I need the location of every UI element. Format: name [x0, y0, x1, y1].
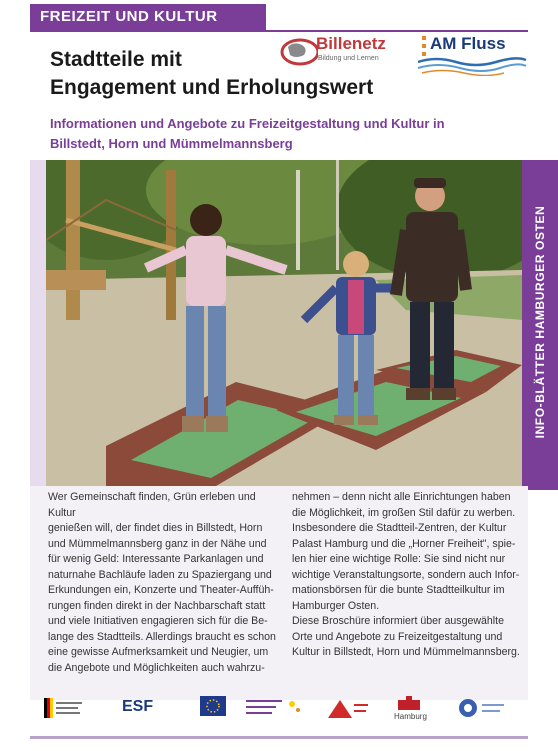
- body-line: wichtige Veranstaltungsorte, sondern auch Infor-: [292, 568, 520, 581]
- billenetz-tagline: Bildung und Lernen: [318, 55, 379, 62]
- body-line: genießen will, der findet dies in Billstedt, Horn: [48, 522, 263, 534]
- hamburg-castle-icon: [394, 696, 424, 710]
- body-line: mationsbörsen für die bunte Stadtteilkultur im: [292, 584, 505, 596]
- body-line: und Mümmelmannsberg ganz in der Nähe und: [48, 537, 267, 550]
- left-accent-band: [30, 160, 46, 488]
- body-line: eine gewisse Aufmerksamkeit und Neugier, um: [48, 646, 269, 658]
- body-line: Hamburger Osten.: [292, 599, 380, 612]
- page-subtitle: [50, 114, 490, 154]
- body-line: Palast Hamburg und die „Horner Freiheit", spie-: [292, 537, 516, 550]
- body-line: und viele Initiativen engagieren sich für die Be-: [48, 615, 268, 627]
- federal-eagle-logo-icon: [44, 696, 84, 720]
- partner-logo-icon: [458, 696, 508, 722]
- body-line: lange des Stadtteils. Allerdings braucht es schon: [48, 630, 276, 643]
- billenetz-logo: [278, 33, 402, 71]
- amfluss-name: AM Fluss: [430, 34, 506, 53]
- eu-flag-icon: [200, 696, 226, 716]
- sponsor-logos: [30, 692, 528, 732]
- body-line: naturnahe Bachläufe laden zu Spaziergang und: [48, 568, 272, 581]
- title-line-1: Stadtteile mit: [50, 48, 182, 71]
- esf-label: ESF: [122, 698, 154, 715]
- body-line: die Angebote und Möglichkeiten auch wahrzu-: [48, 661, 265, 674]
- body-line: Diese Broschüre informiert über ausgewählte: [292, 615, 504, 627]
- body-line: Orte und Angebote zu Freizeitgestaltung und: [292, 630, 503, 643]
- hero-photo: [46, 160, 522, 486]
- billenetz-emblem-icon: [278, 33, 318, 71]
- body-line: die Möglichkeit, im großen Stil dafür zu werben.: [292, 506, 516, 519]
- body-line: rungen finden direkt in der Nachbarschaft statt: [48, 599, 266, 612]
- body-line: len hier eine wichtige Rolle: Sie sind nicht nur: [292, 553, 506, 565]
- zusammen-zukunft-logo-icon: [244, 696, 304, 722]
- soziale-stadt-logo-icon: [326, 696, 370, 722]
- section-tab: FREIZEIT UND KULTUR: [30, 4, 266, 30]
- amfluss-logo: [416, 32, 528, 76]
- billenetz-name: Billenetz: [316, 34, 386, 53]
- hamburg-label: Hamburg: [394, 712, 427, 721]
- body-line: Wer Gemeinschaft finden, Grün erleben und Kultur: [48, 491, 256, 519]
- subtitle-line-2: Billstedt, Horn und Mümmelmannsberg: [50, 136, 293, 151]
- body-line: für wenig Geld: Interessante Parkanlagen und: [48, 553, 264, 565]
- subtitle-line-1: Informationen und Angebote zu Freizeitgestaltung und Kultur in: [50, 116, 445, 131]
- body-line: Erkundungen ein, Konzerte und Theater-Auffüh-: [48, 584, 274, 596]
- hamburg-logo: [394, 696, 427, 721]
- body-column-left: [48, 490, 278, 676]
- body-line: nehmen – denn nicht alle Einrichtungen haben: [292, 491, 511, 503]
- body-line: Kultur in Billstedt, Horn und Mümmelmannsberg.: [292, 646, 520, 658]
- body-column-right: [292, 490, 522, 661]
- esf-logo: [122, 698, 153, 716]
- title-line-2: Engagement und Erholungswert: [50, 76, 374, 99]
- bottom-rule: [30, 736, 528, 739]
- sidebar-label: INFO-BLÄTTER HAMBURGER OSTEN: [533, 205, 547, 439]
- body-line: Insbesondere die Stadtteil-Zentren, der Kultur: [292, 522, 507, 534]
